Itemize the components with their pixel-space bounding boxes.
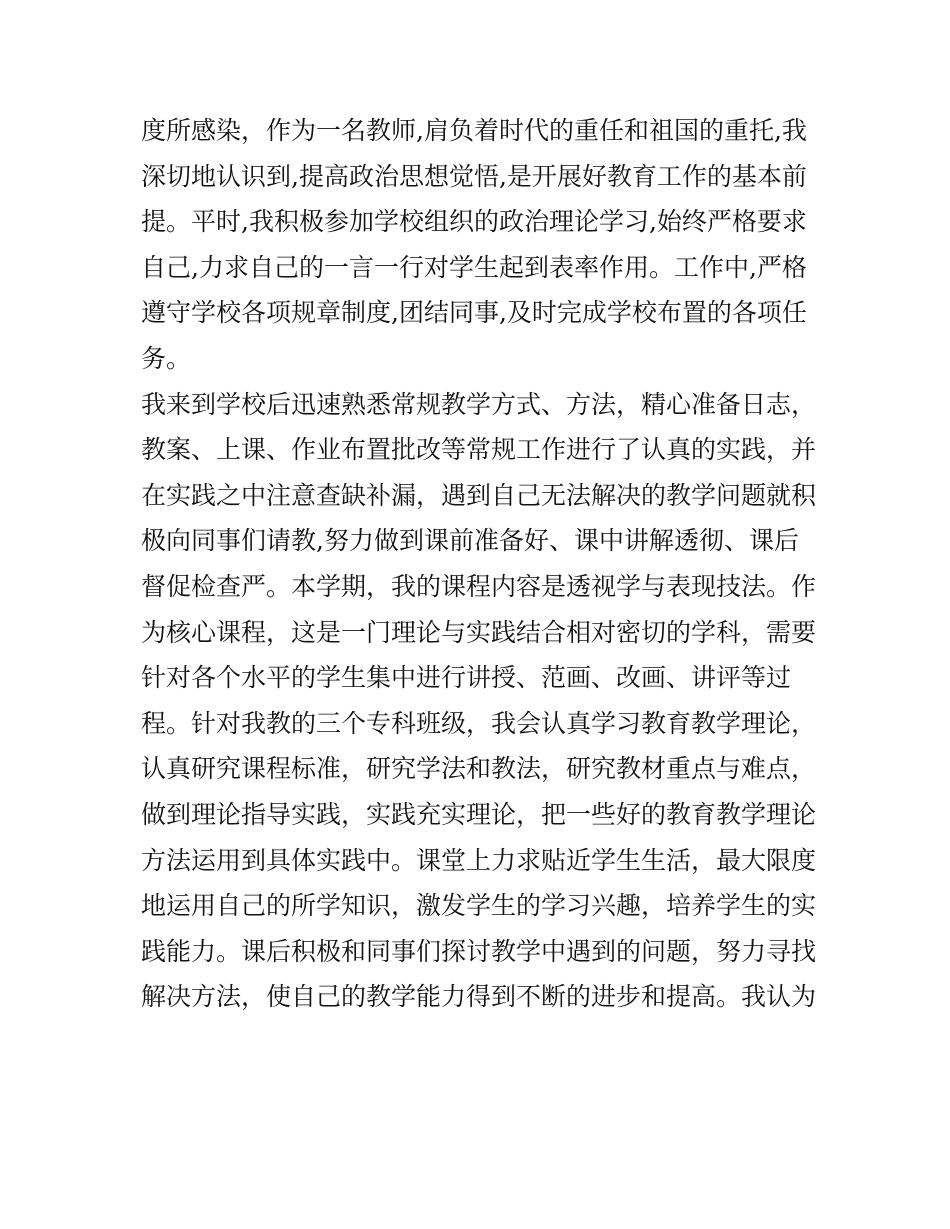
text-line-9: 在实践之中注意查缺补漏，遇到自己无法解决的教学问题就积 xyxy=(141,480,817,510)
text-line-15: 认真研究课程标准，研究学法和教法，研究教材重点与难点， xyxy=(141,754,817,784)
text-line-5: 遵守学校各项规章制度,团结同事,及时完成学校布置的各项任 xyxy=(141,298,807,328)
body-text xyxy=(141,108,821,1020)
text-line-18: 地运用自己的所学知识，激发学生的学习兴趣，培养学生的实 xyxy=(141,891,817,921)
text-line-8: 教案、上课、作业布置批改等常规工作进行了认真的实践，并 xyxy=(141,435,817,465)
text-line-12: 为核心课程，这是一门理论与实践结合相对密切的学科，需要 xyxy=(141,617,817,647)
text-line-17: 方法运用到具体实践中。课堂上力求贴近学生生活，最大限度 xyxy=(141,845,817,875)
text-line-14: 程。针对我教的三个专科班级，我会认真学习教育教学理论， xyxy=(141,708,817,738)
text-line-20: 解决方法，使自己的教学能力得到不断的进步和提高。我认为 xyxy=(141,982,817,1012)
text-line-16: 做到理论指导实践，实践充实理论，把一些好的教育教学理论 xyxy=(141,799,817,829)
text-line-2: 深切地认识到,提高政治思想觉悟,是开展好教育工作的基本前 xyxy=(141,161,807,191)
text-line-3: 提。平时,我积极参加学校组织的政治理论学习,始终严格要求 xyxy=(141,207,807,237)
text-line-13: 针对各个水平的学生集中进行讲授、范画、改画、讲评等过 xyxy=(141,663,792,693)
text-line-11: 督促检查严。本学期，我的课程内容是透视学与表现技法。作 xyxy=(141,571,817,601)
text-line-6: 务。 xyxy=(141,343,192,373)
text-line-10: 极向同事们请教,努力做到课前准备好、课中讲解透彻、课后 xyxy=(141,526,799,556)
text-line-4: 自己,力求自己的一言一行对学生起到表率作用。工作中,严格 xyxy=(141,252,807,282)
text-line-1: 度所感染，作为一名教师,肩负着时代的重任和祖国的重托,我 xyxy=(141,116,807,145)
text-line-19: 践能力。课后积极和同事们探讨教学中遇到的问题，努力寻找 xyxy=(141,936,817,966)
text-line-7: 我来到学校后迅速熟悉常规教学方式、方法，精心准备日志， xyxy=(141,389,817,419)
